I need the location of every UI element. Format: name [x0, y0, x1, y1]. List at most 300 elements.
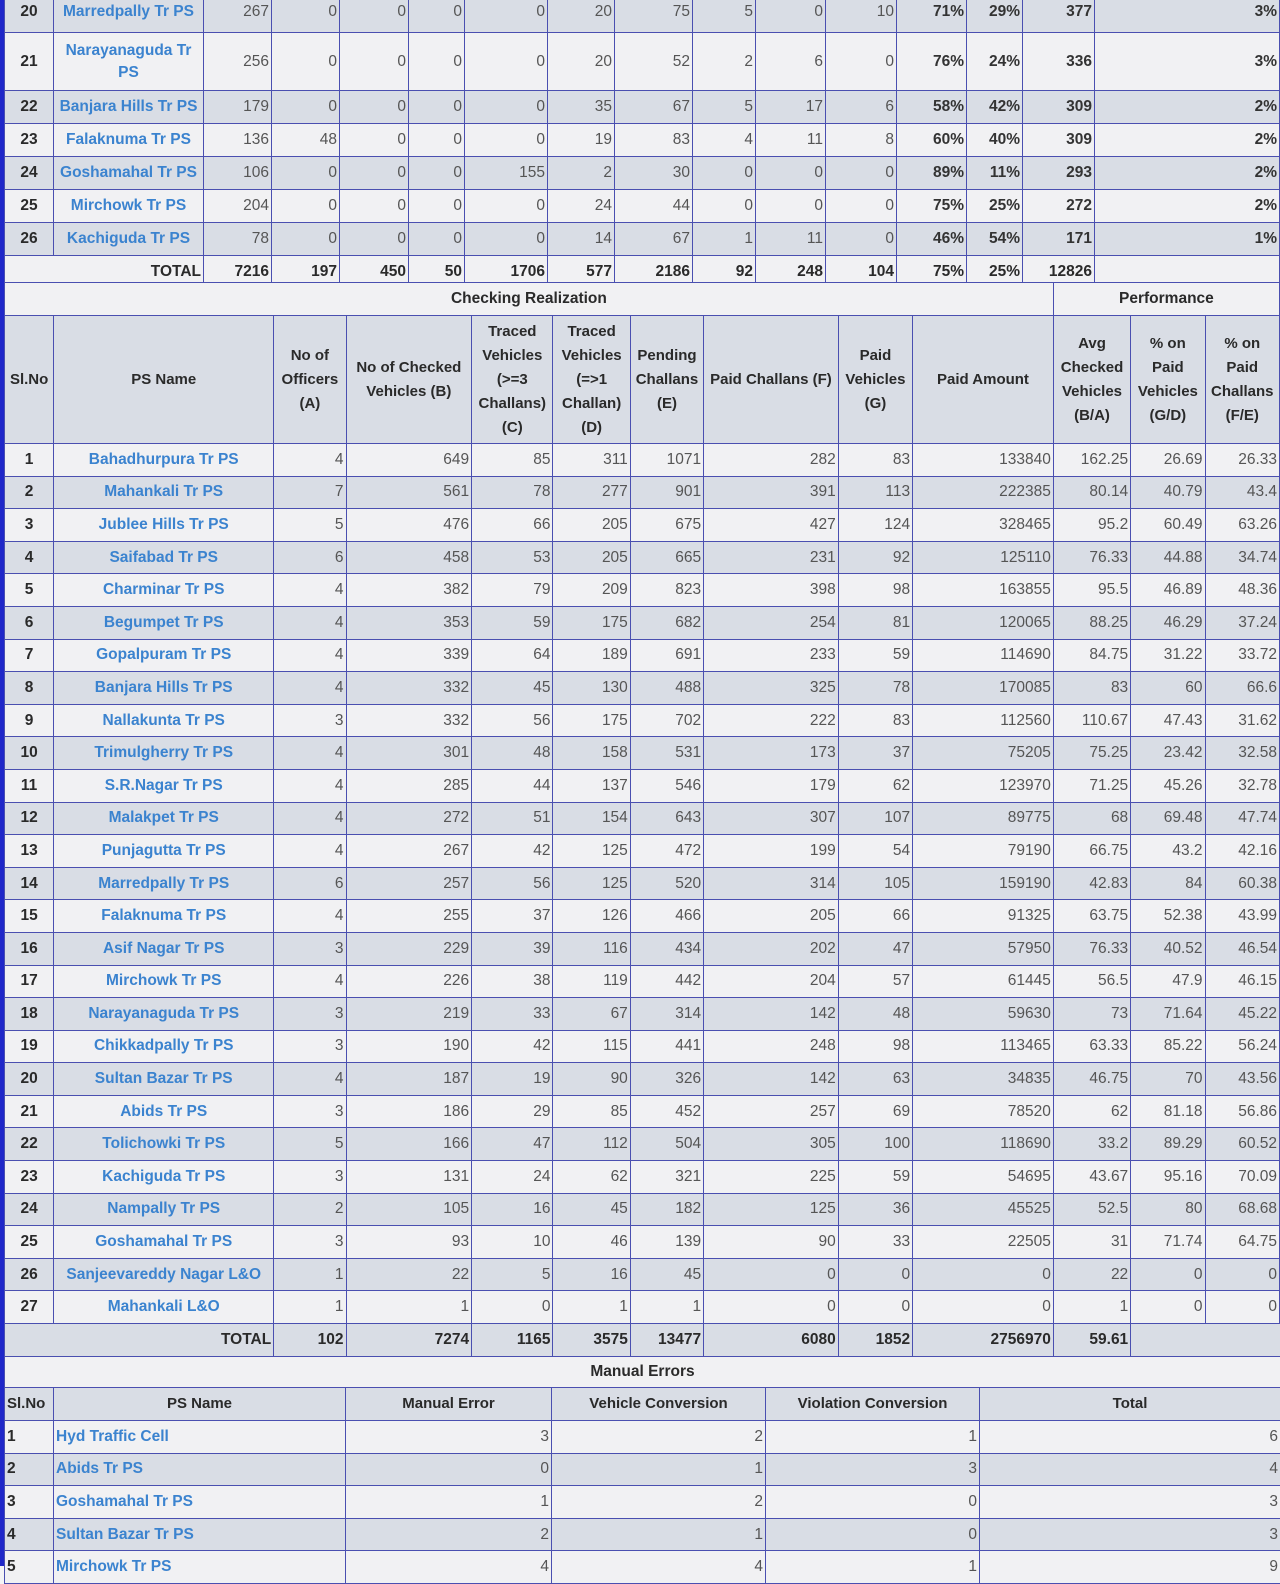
- cell-value: 34835: [913, 1063, 1054, 1096]
- cell-value: 4: [274, 574, 346, 607]
- cell-value: 142: [704, 998, 839, 1031]
- table-row: [5, 1258, 1280, 1291]
- cell-value: 67: [553, 998, 630, 1031]
- cell-value: 52: [615, 33, 693, 91]
- cell-value: 63: [838, 1063, 912, 1096]
- cell-value: 441: [630, 1030, 703, 1063]
- cell-value: 56.86: [1205, 1095, 1279, 1128]
- cell-value: 47.9: [1131, 965, 1205, 998]
- total-value: 1706: [465, 256, 548, 289]
- ps-name-link[interactable]: Narayanaguda Tr PS: [54, 33, 204, 91]
- cell-value: 90: [704, 1226, 839, 1259]
- table-row: [5, 541, 1280, 574]
- ps-name-link[interactable]: Tolichowki Tr PS: [54, 1128, 274, 1161]
- serial-number: 26: [5, 1258, 54, 1291]
- cell-value: 62: [553, 1161, 630, 1194]
- ps-name-link[interactable]: Banjara Hills Tr PS: [54, 91, 204, 124]
- cell-value: 561: [346, 476, 472, 509]
- cell-value: 30: [615, 157, 693, 190]
- column-header: Vehicle Conversion: [552, 1388, 766, 1421]
- cell-value: 901: [630, 476, 703, 509]
- cell-value: 5: [274, 1128, 346, 1161]
- ps-name-link[interactable]: Goshamahal Tr PS: [54, 1226, 274, 1259]
- cell-value: 0: [409, 190, 465, 223]
- cell-value: 1071: [630, 444, 703, 477]
- table-row: [5, 1518, 1280, 1551]
- cell-value: 139: [630, 1226, 703, 1259]
- serial-number: 23: [5, 1161, 54, 1194]
- serial-number: 14: [5, 867, 54, 900]
- cell-value: 54%: [967, 223, 1023, 256]
- total-label: TOTAL: [5, 256, 204, 289]
- cell-value: 56.24: [1205, 1030, 1279, 1063]
- cell-value: 137: [553, 769, 630, 802]
- cell-value: 125: [553, 867, 630, 900]
- serial-number: 11: [5, 769, 54, 802]
- cell-value: 1: [346, 1486, 552, 1519]
- cell-value: 54695: [913, 1161, 1054, 1194]
- cell-value: 66: [838, 900, 912, 933]
- cell-value: 267: [204, 0, 272, 33]
- cell-value: 222385: [913, 476, 1054, 509]
- cell-value: 45525: [913, 1193, 1054, 1226]
- cell-value: 53: [472, 541, 553, 574]
- ps-name-link[interactable]: Gopalpuram Tr PS: [54, 639, 274, 672]
- cell-value: 31: [1053, 1226, 1130, 1259]
- ps-name-link[interactable]: Sanjeevareddy Nagar L&O: [54, 1258, 274, 1291]
- cell-value: 26.33: [1205, 444, 1279, 477]
- column-header: Violation Conversion: [766, 1388, 980, 1421]
- cell-value: 0: [693, 190, 756, 223]
- cell-value: 67: [615, 223, 693, 256]
- cell-value: 76.33: [1053, 932, 1130, 965]
- cell-value: 75%: [897, 190, 967, 223]
- cell-value: 63.26: [1205, 509, 1279, 542]
- cell-value: 3%: [1095, 0, 1280, 33]
- table-row: [5, 932, 1280, 965]
- cell-value: 3: [980, 1486, 1280, 1519]
- cell-value: 187: [346, 1063, 472, 1096]
- cell-value: 11: [756, 124, 826, 157]
- cell-value: 46%: [897, 223, 967, 256]
- cell-value: 64: [472, 639, 553, 672]
- cell-value: 44: [615, 190, 693, 223]
- column-header: Total: [980, 1388, 1280, 1421]
- table-row: [5, 672, 1280, 705]
- cell-value: 466: [630, 900, 703, 933]
- serial-number: 20: [5, 0, 54, 33]
- cell-value: 95.16: [1131, 1161, 1205, 1194]
- cell-value: 0: [838, 1258, 912, 1291]
- total-value: 13477: [630, 1324, 703, 1357]
- cell-value: 309: [1023, 91, 1095, 124]
- cell-value: 1: [630, 1291, 703, 1324]
- serial-number: 13: [5, 835, 54, 868]
- cell-value: 9: [980, 1551, 1280, 1584]
- column-header: PS Name: [54, 1388, 346, 1421]
- cell-value: 56.5: [1053, 965, 1130, 998]
- table-row: [5, 1030, 1280, 1063]
- cell-value: 33: [472, 998, 553, 1031]
- cell-value: 0: [272, 223, 340, 256]
- cell-value: 1: [1053, 1291, 1130, 1324]
- cell-value: 434: [630, 932, 703, 965]
- cell-value: 427: [704, 509, 839, 542]
- cell-value: 20: [548, 33, 615, 91]
- cell-value: 4: [552, 1551, 766, 1584]
- cell-value: 81: [838, 606, 912, 639]
- cell-value: 19: [472, 1063, 553, 1096]
- cell-value: 136: [204, 124, 272, 157]
- cell-value: 124: [838, 509, 912, 542]
- cell-value: 398: [704, 574, 839, 607]
- cell-value: 75: [615, 0, 693, 33]
- cell-value: 17: [756, 91, 826, 124]
- cell-value: 158: [553, 737, 630, 770]
- ps-name-link[interactable]: Jublee Hills Tr PS: [54, 509, 274, 542]
- cell-value: 4: [274, 444, 346, 477]
- cell-value: 33.72: [1205, 639, 1279, 672]
- cell-value: 189: [553, 639, 630, 672]
- cell-value: 665: [630, 541, 703, 574]
- cell-value: 59: [472, 606, 553, 639]
- table-row: [5, 704, 1280, 737]
- cell-value: 0: [465, 124, 548, 157]
- cell-value: 1: [552, 1518, 766, 1551]
- cell-value: 44.88: [1131, 541, 1205, 574]
- cell-value: 113: [838, 476, 912, 509]
- column-header: No of Officers (A): [274, 316, 346, 444]
- ps-name-link[interactable]: Goshamahal Tr PS: [54, 1486, 346, 1519]
- column-header: Manual Error: [346, 1388, 552, 1421]
- table-row: [5, 867, 1280, 900]
- table-row: [5, 606, 1280, 639]
- ps-name-link[interactable]: Falaknuma Tr PS: [54, 900, 274, 933]
- serial-number: 19: [5, 1030, 54, 1063]
- table-row: [5, 1226, 1280, 1259]
- cell-value: 163855: [913, 574, 1054, 607]
- cell-value: 4: [274, 737, 346, 770]
- ps-name-link[interactable]: Mahankali Tr PS: [54, 476, 274, 509]
- cell-value: 78: [472, 476, 553, 509]
- cell-value: 202: [704, 932, 839, 965]
- cell-value: 40.79: [1131, 476, 1205, 509]
- ps-name-link[interactable]: Punjagutta Tr PS: [54, 835, 274, 868]
- ps-name-link[interactable]: Bahadhurpura Tr PS: [54, 444, 274, 477]
- serial-number: 2: [5, 476, 54, 509]
- cell-value: 59: [838, 1161, 912, 1194]
- cell-value: 48: [472, 737, 553, 770]
- cell-value: 272: [1023, 190, 1095, 223]
- ps-name-link[interactable]: Hyd Traffic Cell: [54, 1421, 346, 1454]
- table-row: [5, 835, 1280, 868]
- cell-value: 76.33: [1053, 541, 1130, 574]
- cell-value: 0: [465, 190, 548, 223]
- cell-value: 125: [704, 1193, 839, 1226]
- cell-value: 45: [630, 1258, 703, 1291]
- cell-value: 248: [704, 1030, 839, 1063]
- cell-value: 98: [838, 574, 912, 607]
- cell-value: 0: [340, 223, 409, 256]
- cell-value: 179: [704, 769, 839, 802]
- serial-number: 5: [5, 1551, 54, 1584]
- cell-value: 1: [346, 1291, 472, 1324]
- cell-value: 4: [274, 606, 346, 639]
- table-row: [5, 1453, 1280, 1486]
- column-header: % on Paid Vehicles (G/D): [1131, 316, 1205, 444]
- cell-value: 391: [704, 476, 839, 509]
- cell-value: 71.74: [1131, 1226, 1205, 1259]
- ps-name-link[interactable]: Mirchowk Tr PS: [54, 190, 204, 223]
- cell-value: 2%: [1095, 91, 1280, 124]
- table-row: [5, 574, 1280, 607]
- cell-value: 114690: [913, 639, 1054, 672]
- ps-name-link[interactable]: Banjara Hills Tr PS: [54, 672, 274, 705]
- cell-value: 179: [204, 91, 272, 124]
- cell-value: 205: [553, 509, 630, 542]
- ps-name-link[interactable]: Begumpet Tr PS: [54, 606, 274, 639]
- ps-name-link[interactable]: Sultan Bazar Tr PS: [54, 1518, 346, 1551]
- cell-value: 205: [553, 541, 630, 574]
- cell-value: 2%: [1095, 190, 1280, 223]
- cell-value: 0: [472, 1291, 553, 1324]
- cell-value: 45.22: [1205, 998, 1279, 1031]
- cell-value: 0: [704, 1258, 839, 1291]
- cell-value: 173: [704, 737, 839, 770]
- cell-value: 84: [1131, 867, 1205, 900]
- cell-value: 314: [704, 867, 839, 900]
- cell-value: 89%: [897, 157, 967, 190]
- cell-value: 66: [472, 509, 553, 542]
- cell-value: 35: [548, 91, 615, 124]
- serial-number: 24: [5, 157, 54, 190]
- cell-value: 71.25: [1053, 769, 1130, 802]
- cell-value: 326: [630, 1063, 703, 1096]
- cell-value: 0: [409, 223, 465, 256]
- total-value: 197: [272, 256, 340, 289]
- ps-name-link[interactable]: Falaknuma Tr PS: [54, 124, 204, 157]
- ps-name-link[interactable]: Mahankali L&O: [54, 1291, 274, 1324]
- table-row: [5, 1161, 1280, 1194]
- cell-value: 0: [704, 1291, 839, 1324]
- cell-value: 80.14: [1053, 476, 1130, 509]
- cell-value: 0: [340, 124, 409, 157]
- cell-value: 142: [704, 1063, 839, 1096]
- ps-name-link[interactable]: Abids Tr PS: [54, 1095, 274, 1128]
- column-header: Paid Challans (F): [704, 316, 839, 444]
- cell-value: 1: [553, 1291, 630, 1324]
- ps-name-link[interactable]: Marredpally Tr PS: [54, 867, 274, 900]
- cell-value: 36: [838, 1193, 912, 1226]
- cell-value: 107: [838, 802, 912, 835]
- cell-value: 100: [838, 1128, 912, 1161]
- cell-value: 92: [838, 541, 912, 574]
- cell-value: 3: [274, 1095, 346, 1128]
- cell-value: 1: [274, 1291, 346, 1324]
- cell-value: 118690: [913, 1128, 1054, 1161]
- cell-value: 22: [1053, 1258, 1130, 1291]
- cell-value: 63.75: [1053, 900, 1130, 933]
- cell-value: 2%: [1095, 157, 1280, 190]
- table-row: [5, 1486, 1280, 1519]
- cell-value: 4: [693, 124, 756, 157]
- cell-value: 46: [553, 1226, 630, 1259]
- cell-value: 3: [274, 998, 346, 1031]
- cell-value: 159190: [913, 867, 1054, 900]
- table-row: [5, 1291, 1280, 1324]
- total-value: 1852: [838, 1324, 912, 1357]
- cell-value: 51: [472, 802, 553, 835]
- total-value: 75%: [897, 256, 967, 289]
- cell-value: 0: [1205, 1258, 1279, 1291]
- cell-value: 29%: [967, 0, 1023, 33]
- serial-number: 9: [5, 704, 54, 737]
- cell-value: 504: [630, 1128, 703, 1161]
- ps-name-link[interactable]: Trimulgherry Tr PS: [54, 737, 274, 770]
- ps-name-link[interactable]: Abids Tr PS: [54, 1453, 346, 1486]
- serial-number: 3: [5, 509, 54, 542]
- cell-value: 89775: [913, 802, 1054, 835]
- cell-value: 4: [274, 965, 346, 998]
- cell-value: 5: [274, 509, 346, 542]
- ps-name-link[interactable]: Asif Nagar Tr PS: [54, 932, 274, 965]
- cell-value: 321: [630, 1161, 703, 1194]
- cell-value: 90: [553, 1063, 630, 1096]
- ps-name-link[interactable]: Nallakunta Tr PS: [54, 704, 274, 737]
- cell-value: 131: [346, 1161, 472, 1194]
- cell-value: 311: [553, 444, 630, 477]
- ps-name-link[interactable]: Mirchowk Tr PS: [54, 965, 274, 998]
- cell-value: 256: [204, 33, 272, 91]
- serial-number: 10: [5, 737, 54, 770]
- serial-number: 27: [5, 1291, 54, 1324]
- cell-value: 1: [274, 1258, 346, 1291]
- cell-value: 45: [553, 1193, 630, 1226]
- cell-value: 120065: [913, 606, 1054, 639]
- cell-value: 10: [826, 0, 897, 33]
- cell-value: 38: [472, 965, 553, 998]
- cell-value: 58%: [897, 91, 967, 124]
- cell-value: 83: [1053, 672, 1130, 705]
- cell-value: 14: [548, 223, 615, 256]
- cell-value: 68: [1053, 802, 1130, 835]
- cell-value: 25%: [967, 190, 1023, 223]
- cell-value: 19: [548, 124, 615, 157]
- serial-number: 22: [5, 1128, 54, 1161]
- cell-value: 257: [346, 867, 472, 900]
- cell-value: 2: [552, 1486, 766, 1519]
- total-value: 1165: [472, 1324, 553, 1357]
- table-row: [5, 639, 1280, 672]
- table-row: [5, 1551, 1280, 1584]
- cell-value: 282: [704, 444, 839, 477]
- cell-value: 32.78: [1205, 769, 1279, 802]
- column-header: Sl.No: [5, 316, 54, 444]
- cell-value: 93: [346, 1226, 472, 1259]
- cell-value: 233: [704, 639, 839, 672]
- ps-name-link[interactable]: Kachiguda Tr PS: [54, 1161, 274, 1194]
- cell-value: 31.22: [1131, 639, 1205, 672]
- cell-value: 43.4: [1205, 476, 1279, 509]
- table-row: [5, 900, 1280, 933]
- ps-name-link[interactable]: Sultan Bazar Tr PS: [54, 1063, 274, 1096]
- cell-value: 70: [1131, 1063, 1205, 1096]
- cell-value: 267: [346, 835, 472, 868]
- ps-name-link[interactable]: Kachiguda Tr PS: [54, 223, 204, 256]
- cell-value: 113465: [913, 1030, 1054, 1063]
- cell-value: 293: [1023, 157, 1095, 190]
- cell-value: 166: [346, 1128, 472, 1161]
- ps-name-link[interactable]: Saifabad Tr PS: [54, 541, 274, 574]
- cell-value: 46.89: [1131, 574, 1205, 607]
- cell-value: 4: [274, 1063, 346, 1096]
- cell-value: 64.75: [1205, 1226, 1279, 1259]
- ps-name-link[interactable]: S.R.Nagar Tr PS: [54, 769, 274, 802]
- cell-value: 73: [1053, 998, 1130, 1031]
- cell-value: 0: [409, 0, 465, 33]
- ps-name-link[interactable]: Charminar Tr PS: [54, 574, 274, 607]
- cell-value: 66.75: [1053, 835, 1130, 868]
- cell-value: 307: [704, 802, 839, 835]
- total-value: 104: [826, 256, 897, 289]
- cell-value: 47: [838, 932, 912, 965]
- cell-value: 62: [838, 769, 912, 802]
- cell-value: 54: [838, 835, 912, 868]
- cell-value: 26.69: [1131, 444, 1205, 477]
- cell-value: 47.43: [1131, 704, 1205, 737]
- cell-value: 46.29: [1131, 606, 1205, 639]
- cell-value: 11%: [967, 157, 1023, 190]
- total-value: 2756970: [913, 1324, 1054, 1357]
- cell-value: 22505: [913, 1226, 1054, 1259]
- cell-value: 6: [274, 541, 346, 574]
- cell-value: 39: [472, 932, 553, 965]
- cell-value: 222: [704, 704, 839, 737]
- cell-value: 29: [472, 1095, 553, 1128]
- cell-value: 0: [340, 157, 409, 190]
- cell-value: 3: [274, 1161, 346, 1194]
- cell-value: 0: [340, 0, 409, 33]
- cell-value: 60.52: [1205, 1128, 1279, 1161]
- cell-value: 52.5: [1053, 1193, 1130, 1226]
- cell-value: 56: [472, 704, 553, 737]
- cell-value: 84.75: [1053, 639, 1130, 672]
- total-row: [5, 1324, 1280, 1357]
- cell-value: 83: [838, 444, 912, 477]
- cell-value: 33.2: [1053, 1128, 1130, 1161]
- serial-number: 18: [5, 998, 54, 1031]
- cell-value: 123970: [913, 769, 1054, 802]
- cell-value: 116: [553, 932, 630, 965]
- cell-value: 325: [704, 672, 839, 705]
- cell-value: 105: [346, 1193, 472, 1226]
- ps-name-link[interactable]: Narayanaguda Tr PS: [54, 998, 274, 1031]
- ps-name-link[interactable]: Malakpet Tr PS: [54, 802, 274, 835]
- ps-name-link[interactable]: Chikkadpally Tr PS: [54, 1030, 274, 1063]
- cell-value: 45: [472, 672, 553, 705]
- cell-value: 155: [465, 157, 548, 190]
- ps-name-link[interactable]: Nampally Tr PS: [54, 1193, 274, 1226]
- column-header: Traced Vehicles (=>1 Challan) (D): [553, 316, 630, 444]
- ps-name-link[interactable]: Marredpally Tr PS: [54, 0, 204, 33]
- cell-value: 46.75: [1053, 1063, 1130, 1096]
- cell-value: 106: [204, 157, 272, 190]
- cell-value: 70.09: [1205, 1161, 1279, 1194]
- cell-value: 305: [704, 1128, 839, 1161]
- ps-name-link[interactable]: Mirchowk Tr PS: [54, 1551, 346, 1584]
- cell-value: 229: [346, 932, 472, 965]
- ps-name-link[interactable]: Goshamahal Tr PS: [54, 157, 204, 190]
